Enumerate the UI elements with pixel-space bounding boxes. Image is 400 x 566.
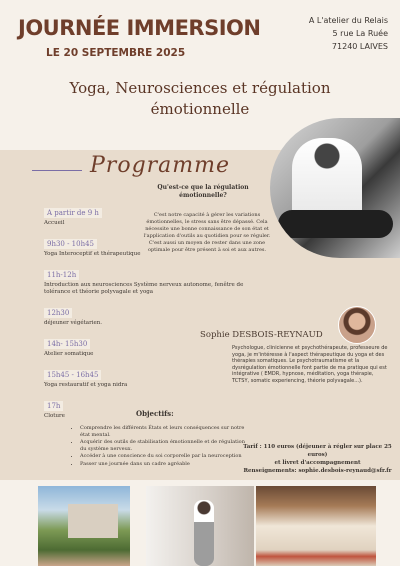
objectives-list bbox=[70, 425, 248, 468]
headline-line: Yoga, Neurosciences et régulation bbox=[69, 79, 331, 97]
slot-desc: déjeuner végétarien. bbox=[44, 320, 103, 326]
headline-line: émotionnelle bbox=[150, 100, 250, 118]
schedule-slot bbox=[44, 362, 164, 389]
schedule-slot bbox=[44, 331, 164, 358]
tarif-line: et livret d'accompagnement bbox=[274, 460, 361, 466]
venue-garden-photo bbox=[38, 486, 130, 566]
schedule-slot bbox=[44, 231, 164, 258]
address-line: 5 rue La Ruée bbox=[332, 29, 388, 38]
list-item: • Acquérir des outils de stabilisation émotionnelle et de régulation du système nerveux. bbox=[80, 439, 248, 452]
contact-line: Renseignements: sophie.desbois-reynaud@sfr.fr bbox=[243, 468, 392, 474]
slot-desc: Yoga Interoceptif et thérapeutique bbox=[44, 251, 141, 257]
slot-time: A partir de 9 h bbox=[44, 208, 102, 218]
programme-title: Programme bbox=[90, 153, 231, 178]
intro-text: C'est notre capacité à gérer les variations émotionnelles, le stress sans être dépassé. Cela nécessite une bonne connaissance de son état et l'application d'outils au quotidien pour se réguler. C'est aussi un moyen de rester dans une zone optimale pour être présent à soi et aux autres. bbox=[143, 212, 271, 253]
slot-desc: Yoga restauratif et yoga nidra bbox=[44, 382, 128, 388]
slot-time: 9h30 - 10h45 bbox=[44, 239, 97, 249]
schedule-slot bbox=[44, 200, 164, 227]
yoga-pose-photo bbox=[270, 118, 400, 258]
objectives-title: Objectifs: bbox=[136, 409, 174, 418]
avatar bbox=[338, 306, 376, 344]
yoga-legs bbox=[278, 210, 393, 238]
slot-time: 12h30 bbox=[44, 308, 72, 318]
slot-desc: Accueil bbox=[44, 220, 65, 226]
event-date: LE 20 SEPTEMBRE 2025 bbox=[46, 47, 186, 59]
bio-text: Psychologue, clinicienne et psychothérapeute, professeure de yoga, je m'intéresse à l'aspect thérapeutique du yoga et des thérapies somatiques. Le psychotraumatisme et la dysrégulation émotionnelle font partie de ma pratique qui est intégrative ( EMDR, hypnose, méditation, yoga thérapie, TCTSY, somatic experiencing, théorie polyvagale...). bbox=[232, 345, 388, 384]
slot-time: 17h bbox=[44, 401, 63, 411]
event-title: JOURNÉE IMMERSION bbox=[18, 16, 261, 40]
yoga-studio-photo bbox=[256, 486, 376, 566]
slot-desc: Atelier somatique bbox=[44, 351, 94, 357]
yoga-practitioner-photo bbox=[146, 486, 254, 566]
schedule-slot bbox=[44, 300, 164, 327]
schedule-slot bbox=[44, 262, 244, 296]
list-item: • Comprendre les différents États et leurs conséquences sur notre état mental. bbox=[80, 425, 248, 438]
slot-time: 11h-12h bbox=[44, 270, 79, 280]
programme-divider bbox=[32, 170, 82, 171]
question-heading: Qu'est-ce que la régulation émotionnelle? bbox=[157, 184, 249, 199]
slot-time: 14h- 15h30 bbox=[44, 339, 90, 349]
practitioner-figure bbox=[194, 500, 214, 566]
tarif-line: Tarif : 110 euros (déjeuner à régler sur place 25 euros) bbox=[243, 444, 392, 458]
house-shape bbox=[68, 504, 118, 538]
tarif-block bbox=[235, 443, 400, 475]
slot-desc: Cloture bbox=[44, 413, 65, 419]
address-line: A L'atelier du Relais bbox=[308, 16, 388, 25]
address-block bbox=[309, 14, 388, 53]
address-line: 71240 LAIVES bbox=[331, 42, 388, 51]
slot-desc: Introduction aux neurosciences Système nerveux autonome, fenêtre de tolérance et théorie polyvagale et yoga bbox=[44, 282, 244, 295]
list-item: • Passer une journée dans un cadre agréable bbox=[80, 461, 248, 468]
list-item: • Accéder à une conscience du soi corporelle par la neuroception bbox=[80, 453, 248, 460]
bio-name: Sophie DESBOIS-REYNAUD bbox=[200, 330, 323, 340]
headline bbox=[0, 78, 400, 120]
slot-time: 15h45 - 16h45 bbox=[44, 370, 101, 380]
